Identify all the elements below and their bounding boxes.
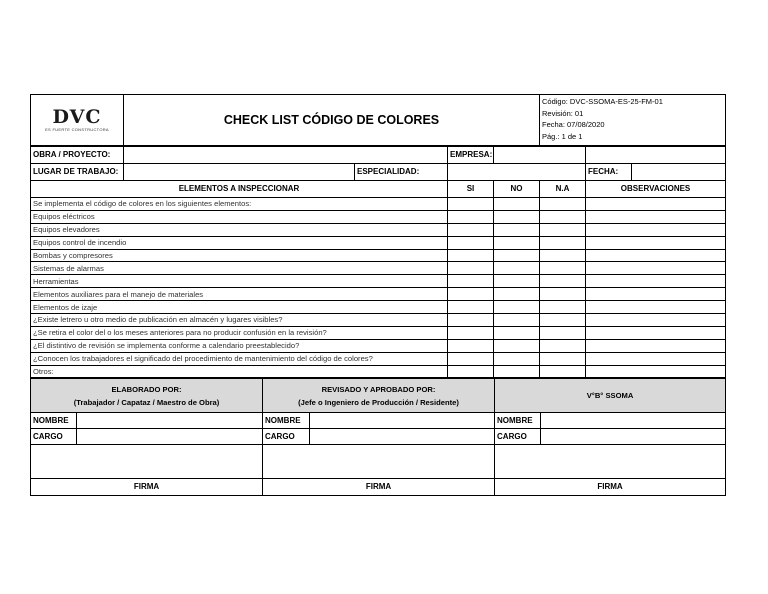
observaciones-cell[interactable] (586, 262, 726, 275)
no-cell[interactable] (494, 262, 540, 275)
checklist-item-text: Equipos control de incendio (31, 236, 448, 249)
signature-space-row (31, 445, 726, 479)
lugar-label: LUGAR DE TRABAJO: (31, 164, 124, 181)
checklist-row (31, 288, 726, 301)
fecha-label: FECHA: (586, 164, 632, 181)
form-header (30, 94, 726, 146)
revisado-header (263, 379, 495, 413)
checklist-row (31, 210, 726, 223)
company-logo (31, 95, 124, 146)
cargo-row (31, 429, 726, 445)
si-cell[interactable] (448, 198, 494, 211)
no-cell[interactable] (494, 249, 540, 262)
checklist-row (31, 301, 726, 314)
observaciones-cell[interactable] (586, 223, 726, 236)
na-cell[interactable] (540, 301, 586, 314)
si-cell[interactable] (448, 314, 494, 327)
obra-label: OBRA / PROYECTO: (31, 147, 124, 164)
no-cell[interactable] (494, 198, 540, 211)
checklist-item-text: Equipos elevadores (31, 223, 448, 236)
signature-table (30, 378, 726, 496)
na-cell[interactable] (540, 249, 586, 262)
meta-code: Código: DVC-SSOMA-ES-25-FM-01 (542, 97, 663, 106)
si-cell[interactable] (448, 288, 494, 301)
no-cell[interactable] (494, 301, 540, 314)
observaciones-cell[interactable] (586, 236, 726, 249)
na-cell[interactable] (540, 326, 586, 339)
col-si: SI (448, 181, 494, 198)
vb-ssoma-header: V°B° SSOMA (495, 379, 726, 413)
especialidad-field[interactable] (448, 164, 586, 181)
obra-field[interactable] (124, 147, 448, 164)
na-cell[interactable] (540, 236, 586, 249)
lugar-field[interactable] (124, 164, 355, 181)
col-elements: ELEMENTOS A INSPECCIONAR (31, 181, 448, 198)
checklist-item-text: ¿Existe letrero u otro medio de publicación en almacén y lugares visibles? (31, 314, 448, 327)
si-cell[interactable] (448, 249, 494, 262)
signature-box-1[interactable] (31, 445, 263, 479)
observaciones-cell[interactable] (586, 275, 726, 288)
no-cell[interactable] (494, 352, 540, 365)
na-cell[interactable] (540, 288, 586, 301)
na-cell[interactable] (540, 223, 586, 236)
observaciones-cell[interactable] (586, 210, 726, 223)
cargo-label-1: CARGO (31, 429, 77, 445)
firma-row (31, 479, 726, 496)
no-cell[interactable] (494, 223, 540, 236)
document-meta (540, 95, 726, 146)
logo-tagline: ES FUERTE CONSTRUCTORA (45, 126, 109, 132)
si-cell[interactable] (448, 275, 494, 288)
signature-box-2[interactable] (263, 445, 495, 479)
si-cell[interactable] (448, 326, 494, 339)
si-cell[interactable] (448, 352, 494, 365)
no-cell[interactable] (494, 314, 540, 327)
observaciones-cell[interactable] (586, 339, 726, 352)
checklist-item-text: Equipos eléctricos (31, 210, 448, 223)
checklist-item-text: Se implementa el código de colores en los siguientes elementos: (31, 198, 448, 211)
checklist-row (31, 249, 726, 262)
na-cell[interactable] (540, 198, 586, 211)
nombre-label-2: NOMBRE (263, 413, 310, 429)
revisado-subtitle: (Jefe o Ingeniero de Producción / Residente) (298, 397, 459, 407)
no-cell[interactable] (494, 326, 540, 339)
signature-box-3[interactable] (495, 445, 726, 479)
checklist-item-text: Bombas y compresores (31, 249, 448, 262)
column-header-row (31, 181, 726, 198)
na-cell[interactable] (540, 339, 586, 352)
checklist-item-text: Otros: (31, 365, 448, 378)
si-cell[interactable] (448, 365, 494, 378)
nombre-field-2[interactable] (310, 413, 495, 429)
revisado-title: REVISADO Y APROBADO POR: (321, 384, 436, 394)
document-title: CHECK LIST CÓDIGO DE COLORES (124, 95, 540, 146)
checklist-row (31, 262, 726, 275)
especialidad-label: ESPECIALIDAD: (355, 164, 448, 181)
empresa-label: EMPRESA: (448, 147, 494, 164)
firma-label-3: FIRMA (495, 479, 726, 496)
col-na: N.A (540, 181, 586, 198)
na-cell[interactable] (540, 275, 586, 288)
no-cell[interactable] (494, 275, 540, 288)
fecha-field[interactable] (632, 164, 726, 181)
firma-label-1: FIRMA (31, 479, 263, 496)
na-cell[interactable] (540, 352, 586, 365)
firma-label-2: FIRMA (263, 479, 495, 496)
na-cell[interactable] (540, 365, 586, 378)
signature-title-row (31, 379, 726, 413)
meta-page: Pág.: 1 de 1 (542, 131, 583, 141)
nombre-field-3[interactable] (541, 413, 726, 429)
no-cell[interactable] (494, 210, 540, 223)
na-cell[interactable] (540, 210, 586, 223)
checklist-table (30, 146, 726, 378)
checklist-item-text: Elementos auxiliares para el manejo de materiales (31, 288, 448, 301)
lugar-row (31, 164, 726, 181)
observaciones-cell[interactable] (586, 198, 726, 211)
no-cell[interactable] (494, 339, 540, 352)
empresa-extra-field[interactable] (586, 147, 726, 164)
checklist-row (31, 365, 726, 378)
nombre-label-1: NOMBRE (31, 413, 77, 429)
elaborado-title: ELABORADO POR: (111, 384, 182, 394)
observaciones-cell[interactable] (586, 365, 726, 378)
si-cell[interactable] (448, 210, 494, 223)
nombre-label-3: NOMBRE (495, 413, 541, 429)
checklist-row (31, 352, 726, 365)
empresa-field[interactable] (494, 147, 586, 164)
na-cell[interactable] (540, 262, 586, 275)
si-cell[interactable] (448, 223, 494, 236)
checklist-row (31, 236, 726, 249)
cargo-label-3: CARGO (495, 429, 541, 445)
meta-revision: Revisión: 01 (542, 108, 584, 118)
observaciones-cell[interactable] (586, 288, 726, 301)
checklist-row (31, 275, 726, 288)
elaborado-header (31, 379, 263, 413)
nombre-row (31, 413, 726, 429)
no-cell[interactable] (494, 236, 540, 249)
observaciones-cell[interactable] (586, 301, 726, 314)
checklist-row (31, 314, 726, 327)
observaciones-cell[interactable] (586, 352, 726, 365)
cargo-field-1[interactable] (77, 429, 263, 445)
col-no: NO (494, 181, 540, 198)
checklist-row (31, 326, 726, 339)
no-cell[interactable] (494, 288, 540, 301)
checklist-item-text: Herramientas (31, 275, 448, 288)
observaciones-cell[interactable] (586, 249, 726, 262)
no-cell[interactable] (494, 365, 540, 378)
checklist-item-text: Elementos de izaje (31, 301, 448, 314)
si-cell[interactable] (448, 236, 494, 249)
checklist-row (31, 339, 726, 352)
si-cell[interactable] (448, 339, 494, 352)
checklist-row (31, 198, 726, 211)
cargo-field-2[interactable] (310, 429, 495, 445)
cargo-label-2: CARGO (263, 429, 310, 445)
checklist-row (31, 223, 726, 236)
nombre-field-1[interactable] (77, 413, 263, 429)
col-observaciones: OBSERVACIONES (586, 181, 726, 198)
na-cell[interactable] (540, 314, 586, 327)
checklist-item-text: ¿El distintivo de revisión se implementa conforme a calendario preestablecido? (31, 339, 448, 352)
checklist-form (30, 94, 725, 496)
si-cell[interactable] (448, 301, 494, 314)
elaborado-subtitle: (Trabajador / Capataz / Maestro de Obra) (73, 397, 220, 407)
meta-date: Fecha: 07/08/2020 (542, 120, 605, 129)
checklist-item-text: Sistemas de alarmas (31, 262, 448, 275)
checklist-item-text: ¿Se retira el color del o los meses anteriores para no producir confusión en la revisión? (31, 326, 448, 339)
observaciones-cell[interactable] (586, 314, 726, 327)
checklist-items (31, 198, 726, 378)
logo-brand: DVC (52, 105, 102, 128)
checklist-item-text: ¿Conocen los trabajadores el significado del procedimiento de mantenimiento del código de colores? (31, 352, 448, 365)
si-cell[interactable] (448, 262, 494, 275)
cargo-field-3[interactable] (541, 429, 726, 445)
observaciones-cell[interactable] (586, 326, 726, 339)
obra-row (31, 147, 726, 164)
